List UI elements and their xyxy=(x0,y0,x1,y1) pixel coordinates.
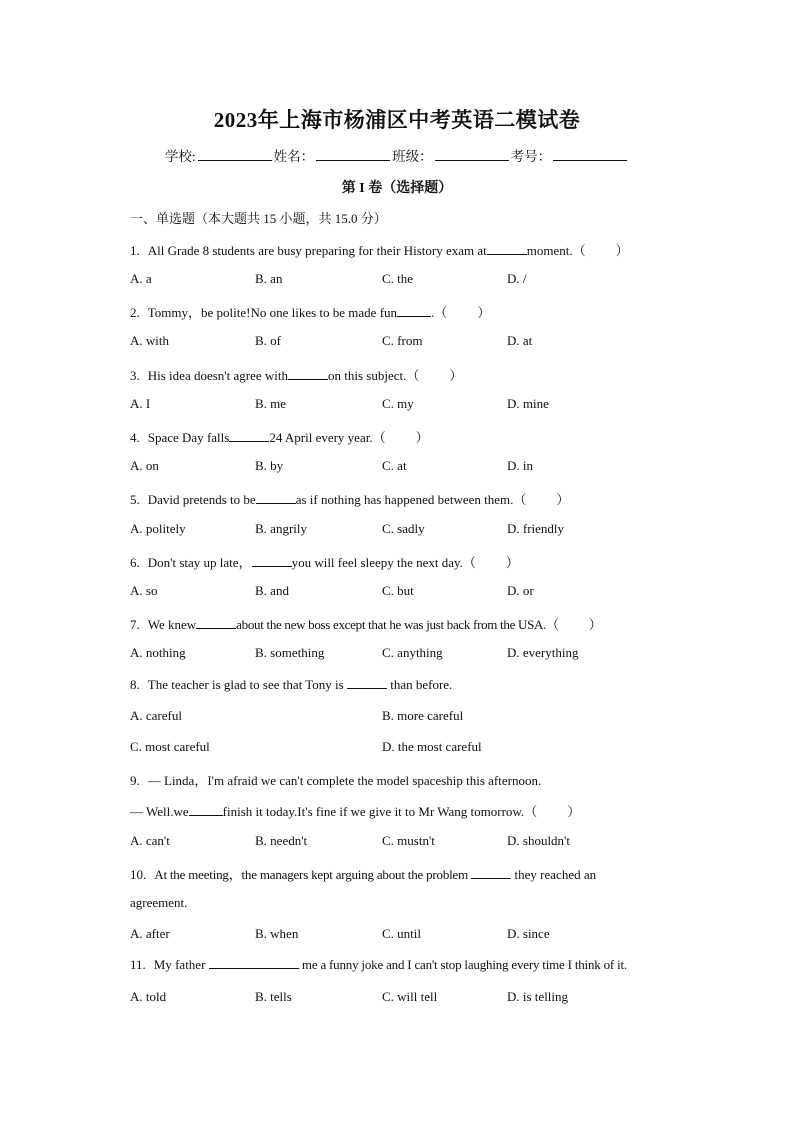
paren-close: ） xyxy=(415,430,429,445)
answer-blank[interactable] xyxy=(196,617,236,629)
answer-blank[interactable] xyxy=(189,804,223,816)
option-b[interactable]: B. angrily xyxy=(255,521,307,536)
question-number: 6. xyxy=(130,555,140,570)
option-b[interactable]: B. an xyxy=(255,271,283,286)
option-a[interactable]: A. on xyxy=(130,458,159,473)
question-11 xyxy=(130,957,627,973)
option-a[interactable]: A. nothing xyxy=(130,645,186,660)
name-label: 姓名： xyxy=(273,149,315,164)
question-text: At the meeting，the managers kept arguing about the problem xyxy=(154,867,469,882)
question-number: 11. xyxy=(130,957,146,972)
question-9-line-2 xyxy=(130,801,580,820)
question-number: 9. xyxy=(130,773,140,788)
option-b[interactable]: B. needn't xyxy=(255,833,308,848)
option-a[interactable]: A. I xyxy=(130,396,151,411)
paren-close: ） xyxy=(588,617,602,632)
option-d[interactable]: D. mine xyxy=(507,396,549,411)
answer-blank[interactable] xyxy=(256,492,296,504)
option-d[interactable]: D. at xyxy=(507,333,533,348)
part-heading: 第 I 卷（选择题） xyxy=(341,181,453,196)
paren-close: ） xyxy=(449,368,463,383)
question-text: moment.（ xyxy=(526,243,586,258)
name-blank[interactable] xyxy=(316,148,390,161)
question-text: than before. xyxy=(390,677,453,692)
option-a[interactable]: A. a xyxy=(130,271,152,286)
question-6 xyxy=(130,552,519,571)
paren-close: ） xyxy=(556,492,570,507)
question-9 xyxy=(130,770,541,789)
question-number: 2. xyxy=(130,305,140,320)
option-c[interactable]: C. from xyxy=(382,333,423,348)
question-10-line-2: agreement. xyxy=(130,895,188,910)
answer-blank[interactable] xyxy=(397,305,431,317)
question-4 xyxy=(130,427,429,446)
question-number: 3. xyxy=(130,368,140,383)
question-text: The teacher is glad to see that Tony is xyxy=(147,677,344,692)
question-text: His idea doesn't agree with xyxy=(147,368,288,383)
question-text: My father xyxy=(153,957,206,972)
question-8 xyxy=(130,677,452,693)
option-c[interactable]: C. the xyxy=(382,271,414,286)
school-label: 学校: xyxy=(164,149,196,164)
question-text: finish it today.It's fine if we give it to Mr Wang tomorrow.（ xyxy=(222,804,538,819)
class-blank[interactable] xyxy=(435,148,509,161)
question-text: on this subject.（ xyxy=(328,368,420,383)
question-text: .（ xyxy=(431,305,448,320)
answer-blank[interactable] xyxy=(252,555,292,567)
paren-close: ） xyxy=(505,555,519,570)
option-d[interactable]: D. friendly xyxy=(507,521,565,536)
question-1 xyxy=(130,240,629,259)
question-number: 10. xyxy=(130,867,147,882)
question-text: as if nothing has happened between them.（ xyxy=(295,492,527,507)
question-text: me a funny joke and I can't stop laughing every time I think of it. xyxy=(301,957,627,972)
answer-blank[interactable] xyxy=(229,430,269,442)
question-text: Tommy，be polite!No one likes to be made fun xyxy=(147,305,398,320)
question-text: they reached an xyxy=(514,867,597,882)
question-text: you will feel sleepy the next day.（ xyxy=(291,555,476,570)
question-text: We knew xyxy=(147,617,197,632)
question-7 xyxy=(130,614,602,633)
option-a[interactable]: A. after xyxy=(130,926,170,941)
exam-no-label: 考号： xyxy=(510,149,552,164)
option-b[interactable]: B. by xyxy=(255,458,284,473)
question-text: about the new boss except that he was just back from the USA.（ xyxy=(236,617,559,632)
question-number: 1. xyxy=(130,243,140,258)
answer-blank[interactable] xyxy=(288,368,328,380)
option-b[interactable]: B. tells xyxy=(255,989,292,1004)
exam-no-blank[interactable] xyxy=(553,148,627,161)
paren-close: ） xyxy=(567,804,581,819)
option-a[interactable]: A. so xyxy=(130,583,158,598)
paren-close: ） xyxy=(477,305,491,320)
question-2 xyxy=(130,302,490,321)
question-number: 8. xyxy=(130,677,140,692)
question-text: Space Day falls xyxy=(147,430,230,445)
page-title: 2023年上海市杨浦区中考英语二模试卷 xyxy=(213,108,581,132)
question-3 xyxy=(130,365,462,384)
question-text: David pretends to be xyxy=(147,492,256,507)
option-a[interactable]: A. with xyxy=(130,333,169,348)
option-c[interactable]: C. will tell xyxy=(382,989,438,1004)
answer-blank[interactable] xyxy=(487,243,527,255)
option-b[interactable]: B. of xyxy=(255,333,281,348)
question-text: 24 April every year.（ xyxy=(269,430,386,445)
question-10 xyxy=(130,864,596,883)
option-d[interactable]: D. the most careful xyxy=(382,739,482,754)
option-d[interactable]: D. since xyxy=(507,926,550,941)
option-d[interactable]: D. in xyxy=(507,458,533,473)
option-a[interactable]: A. politely xyxy=(130,521,186,536)
question-text: — Well.we xyxy=(130,804,189,819)
option-c[interactable]: C. until xyxy=(382,926,422,941)
option-c[interactable]: C. but xyxy=(382,583,414,598)
option-c[interactable]: C. my xyxy=(382,396,414,411)
answer-blank[interactable] xyxy=(471,867,511,879)
question-number: 5. xyxy=(130,492,140,507)
school-blank[interactable] xyxy=(198,148,272,161)
class-label: 班级： xyxy=(392,149,433,164)
option-a[interactable]: A. told xyxy=(130,989,167,1004)
option-c[interactable]: C. sadly xyxy=(382,521,425,536)
option-d[interactable]: D. / xyxy=(507,271,527,286)
option-d[interactable]: D. is telling xyxy=(507,989,569,1004)
question-text: All Grade 8 students are busy preparing for their History exam at xyxy=(147,243,487,258)
option-b[interactable]: B. more careful xyxy=(382,708,464,723)
option-d[interactable]: D. shouldn't xyxy=(507,833,571,848)
option-d[interactable]: D. everything xyxy=(507,645,579,660)
option-a[interactable]: A. careful xyxy=(130,708,182,723)
option-a[interactable]: A. can't xyxy=(130,833,170,848)
question-text: Don't stay up late， xyxy=(147,555,252,570)
option-d[interactable]: D. or xyxy=(507,583,534,598)
question-text: — Linda，I'm afraid we can't complete the model spaceship this afternoon. xyxy=(147,773,542,788)
section-heading: 一、单选题（本大题共 15 小题，共 15.0 分） xyxy=(130,211,387,226)
answer-blank[interactable] xyxy=(347,677,387,689)
option-c[interactable]: C. most careful xyxy=(130,739,210,754)
answer-blank[interactable] xyxy=(209,957,299,969)
option-b[interactable]: B. when xyxy=(255,926,299,941)
option-b[interactable]: B. me xyxy=(255,396,287,411)
option-c[interactable]: C. anything xyxy=(382,645,443,660)
option-b[interactable]: B. and xyxy=(255,583,289,598)
question-number: 4. xyxy=(130,430,140,445)
question-number: 7. xyxy=(130,617,140,632)
option-b[interactable]: B. something xyxy=(255,645,325,660)
question-5 xyxy=(130,489,569,508)
option-c[interactable]: C. mustn't xyxy=(382,833,435,848)
student-info xyxy=(0,145,794,165)
option-c[interactable]: C. at xyxy=(382,458,407,473)
paren-close: ） xyxy=(615,243,629,258)
